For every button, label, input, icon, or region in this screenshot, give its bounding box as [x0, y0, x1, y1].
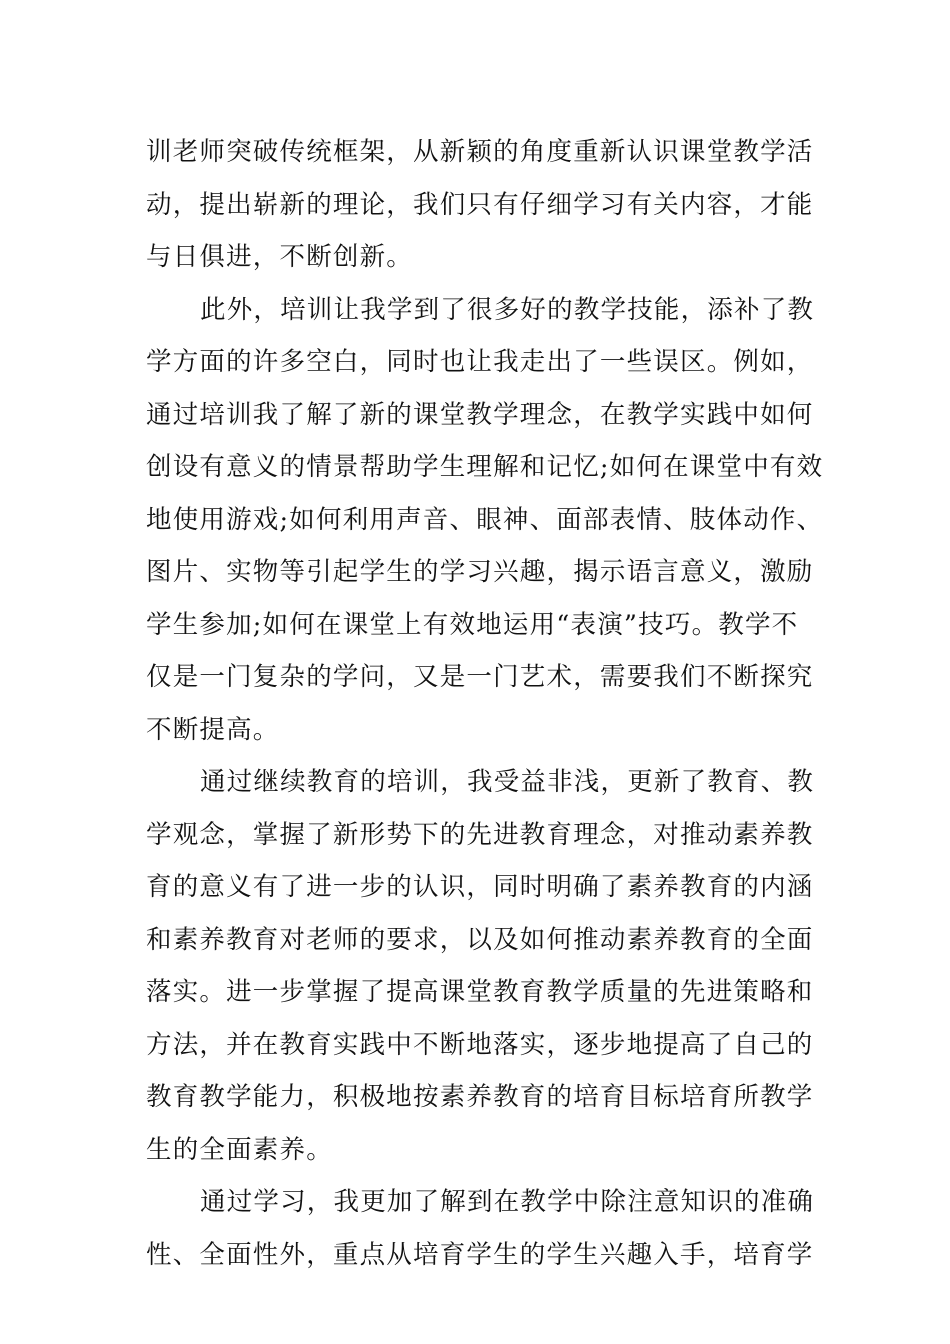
text-line: 生的全面素养。	[146, 1134, 333, 1165]
text-line: 学观念，掌握了新形势下的先进教育理念，对推动素养教	[146, 819, 814, 850]
text-line: 动，提出崭新的理论，我们只有仔细学习有关内容，才能	[146, 189, 814, 220]
text-line: 训老师突破传统框架，从新颖的角度重新认识课堂教学活	[146, 137, 814, 167]
text-line: 此外，培训让我学到了很多好的教学技能，添补了教	[200, 294, 815, 325]
text-line: 不断提高。	[146, 714, 280, 745]
document-body	[146, 126, 824, 1281]
text-line: 性、全面性外，重点从培育学生的学生兴趣入手，培育学	[146, 1239, 814, 1270]
text-line: 通过学习，我更加了解到在教学中除注意知识的准确	[200, 1187, 815, 1217]
text-line: 与日俱进，不断创新。	[146, 242, 414, 272]
text-line: 教育教学能力，积极地按素养教育的培育目标培育所教学	[146, 1082, 814, 1112]
text-line: 通过培训我了解了新的课堂教学理念，在教学实践中如何	[146, 399, 814, 430]
text-line: 创设有意义的情景帮助学生理解和记忆;如何在课堂中有效	[146, 452, 824, 482]
text-line: 育的意义有了进一步的认识，同时明确了素养教育的内涵	[146, 872, 814, 902]
text-line: 通过继续教育的培训，我受益非浅，更新了教育、教	[200, 767, 815, 797]
text-line: 学生参加;如何在课堂上有效地运用“表演”技巧。教学不	[146, 609, 799, 640]
text-line: 仅是一门复杂的学问，又是一门艺术，需要我们不断探究	[146, 662, 814, 692]
text-line: 落实。进一步掌握了提高课堂教育教学质量的先进策略和	[146, 977, 814, 1007]
paragraph-4	[146, 1176, 815, 1281]
paragraph-2	[146, 284, 824, 757]
paragraph-1	[146, 126, 814, 284]
text-line: 方法，并在教育实践中不断地落实，逐步地提高了自己的	[146, 1029, 814, 1060]
text-line: 和素养教育对老师的要求，以及如何推动素养教育的全面	[146, 924, 814, 955]
paragraph-3	[146, 756, 815, 1176]
text-line: 图片、实物等引起学生的学习兴趣，揭示语言意义，激励	[146, 557, 814, 587]
text-line: 学方面的许多空白，同时也让我走出了一些误区。例如，	[146, 347, 814, 377]
text-line: 地使用游戏;如何利用声音、眼神、面部表情、肢体动作、	[146, 504, 824, 535]
